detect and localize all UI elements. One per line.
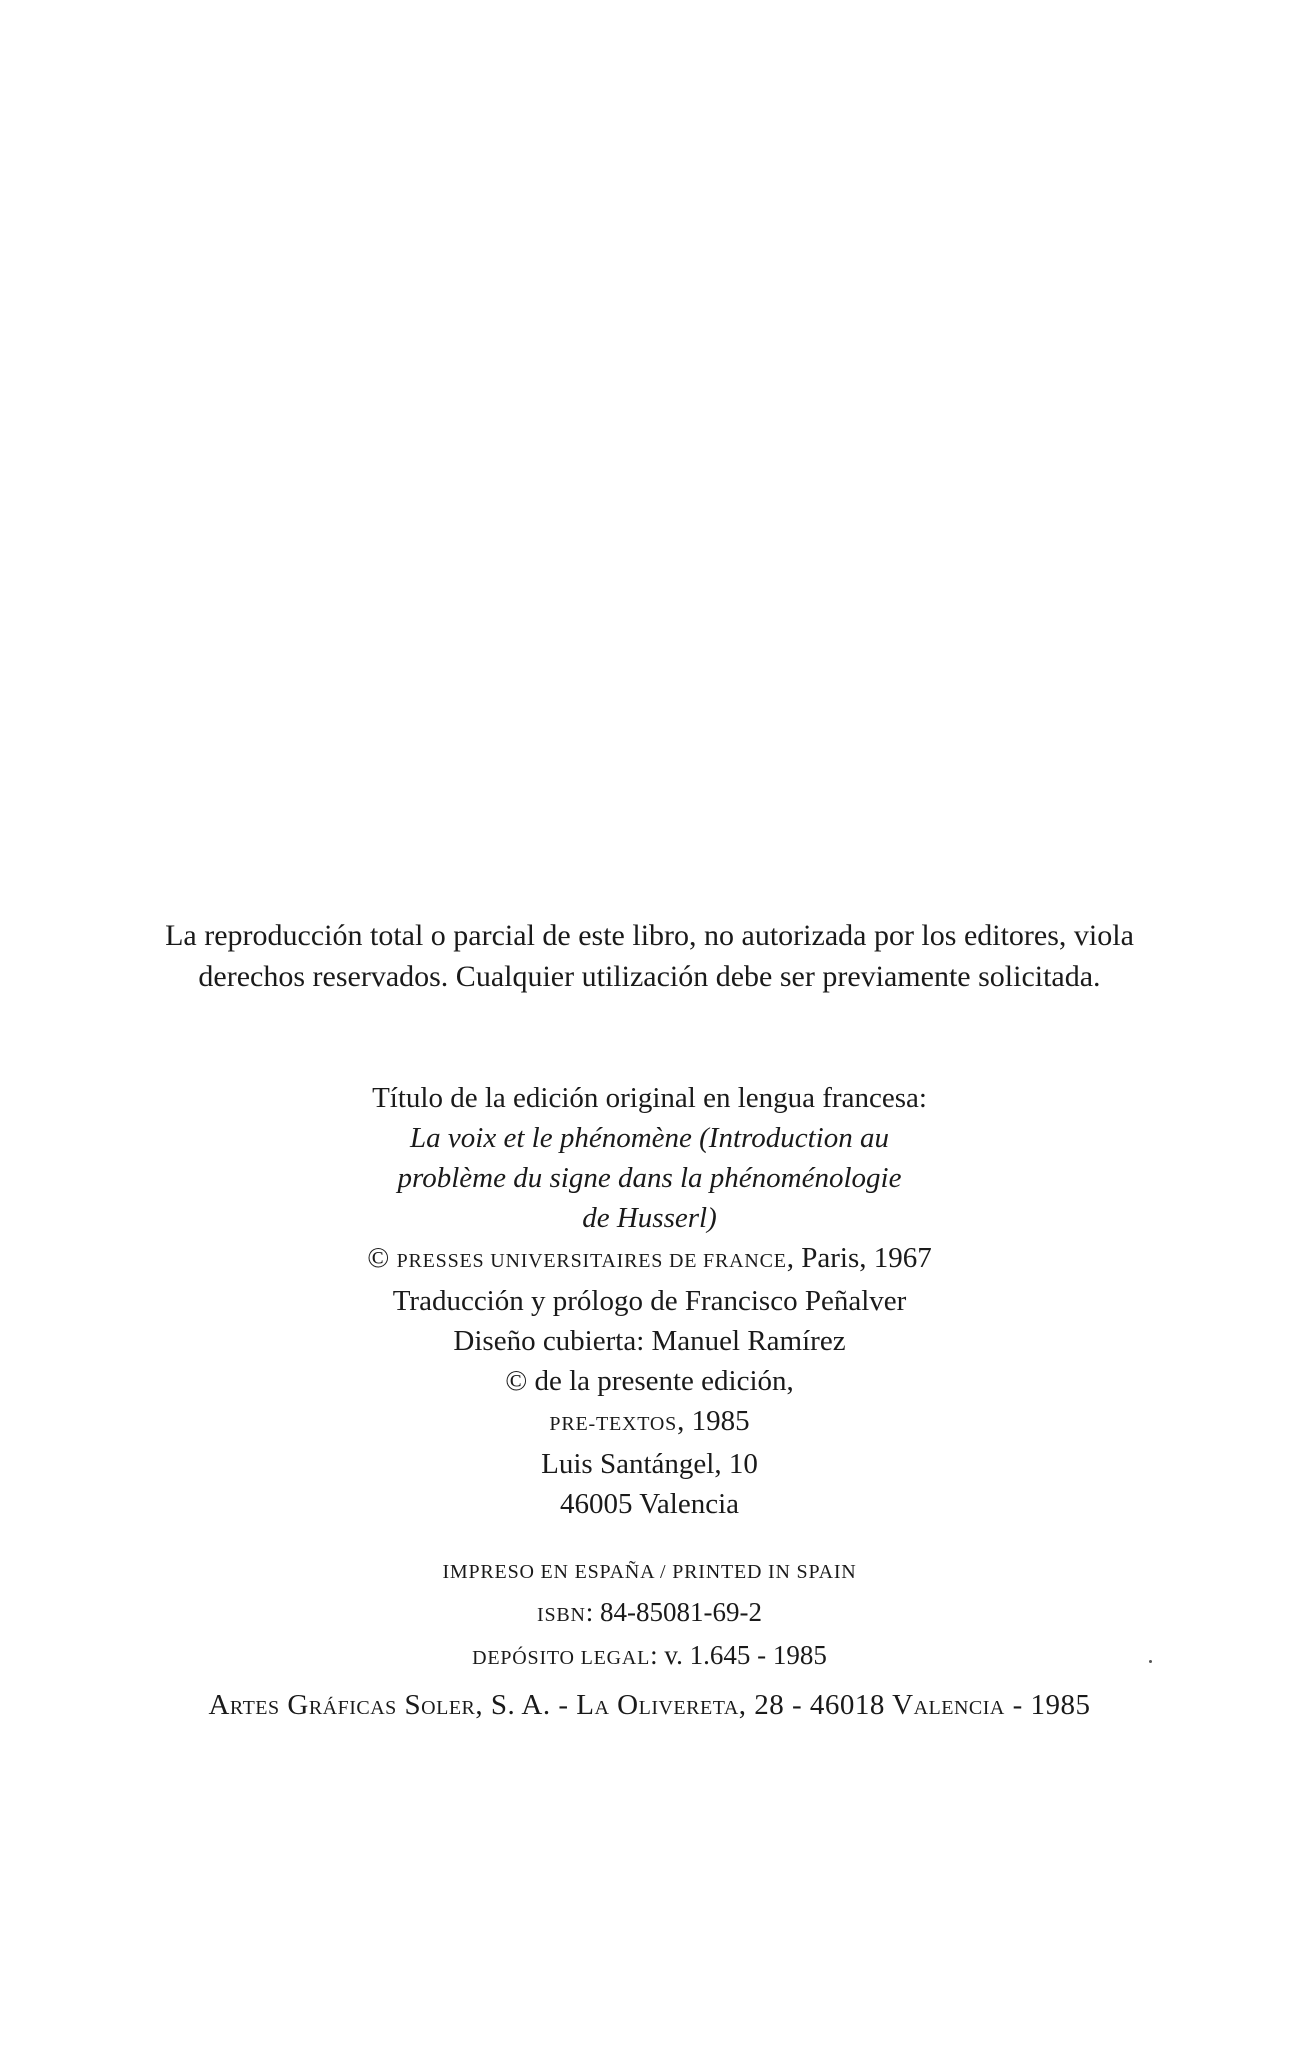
- original-copyright-line: [0, 1238, 1299, 1281]
- original-title-line-3: de Husserl): [582, 1202, 717, 1234]
- legal-deposit-line: [0, 1635, 1299, 1678]
- original-title-line-1: La voix et le phénomène (Introduction au: [410, 1122, 889, 1154]
- credits-block: [0, 1078, 1299, 1524]
- edition-publisher: PRE-TEXTOS: [549, 1413, 678, 1435]
- printer-line: Artes Gráficas Soler, S. A. - La Olivereta, 28 - 46018 Valencia - 1985: [208, 1689, 1091, 1721]
- edition-publisher-line: [0, 1401, 1299, 1444]
- edition-year: , 1985: [677, 1405, 750, 1437]
- original-place-year: , Paris, 1967: [786, 1242, 932, 1274]
- original-title-line-2: problème du signe dans la phénoménologie: [397, 1162, 902, 1194]
- original-publisher: PRESSES UNIVERSITAIRES DE FRANCE: [396, 1250, 787, 1272]
- address-street: Luis Santángel, 10: [541, 1448, 758, 1480]
- address-city: 46005 Valencia: [559, 1488, 740, 1520]
- rights-notice-line-1: La reproducción total o parcial de este libro, no autorizada por los editores, viola: [165, 919, 1134, 952]
- edition-copyright: © de la presente edición,: [505, 1365, 794, 1397]
- printed-in-spain: IMPRESO EN ESPAÑA / PRINTED IN SPAIN: [442, 1561, 857, 1583]
- legal-deposit-value: : v. 1.645 - 1985: [650, 1640, 827, 1670]
- rights-notice-line-2: derechos reservados. Cualquier utilización debe ser previamente solicitada.: [198, 960, 1101, 993]
- rights-notice: [0, 915, 1299, 997]
- printer-credit: [0, 1685, 1299, 1725]
- isbn-label: ISBN: [536, 1604, 586, 1626]
- printing-info: [0, 1552, 1299, 1678]
- cover-design-credit: Diseño cubierta: Manuel Ramírez: [453, 1325, 846, 1357]
- isbn-value: : 84-85081-69-2: [585, 1597, 762, 1627]
- original-title-label: Título de la edición original en lengua francesa:: [372, 1082, 927, 1114]
- legal-deposit-label: DEPÓSITO LEGAL: [472, 1647, 651, 1669]
- isbn-line: [0, 1592, 1299, 1635]
- copyright-symbol: ©: [367, 1242, 390, 1274]
- translation-credit: Traducción y prólogo de Francisco Peñalver: [392, 1285, 907, 1317]
- print-speck: [1149, 1660, 1152, 1663]
